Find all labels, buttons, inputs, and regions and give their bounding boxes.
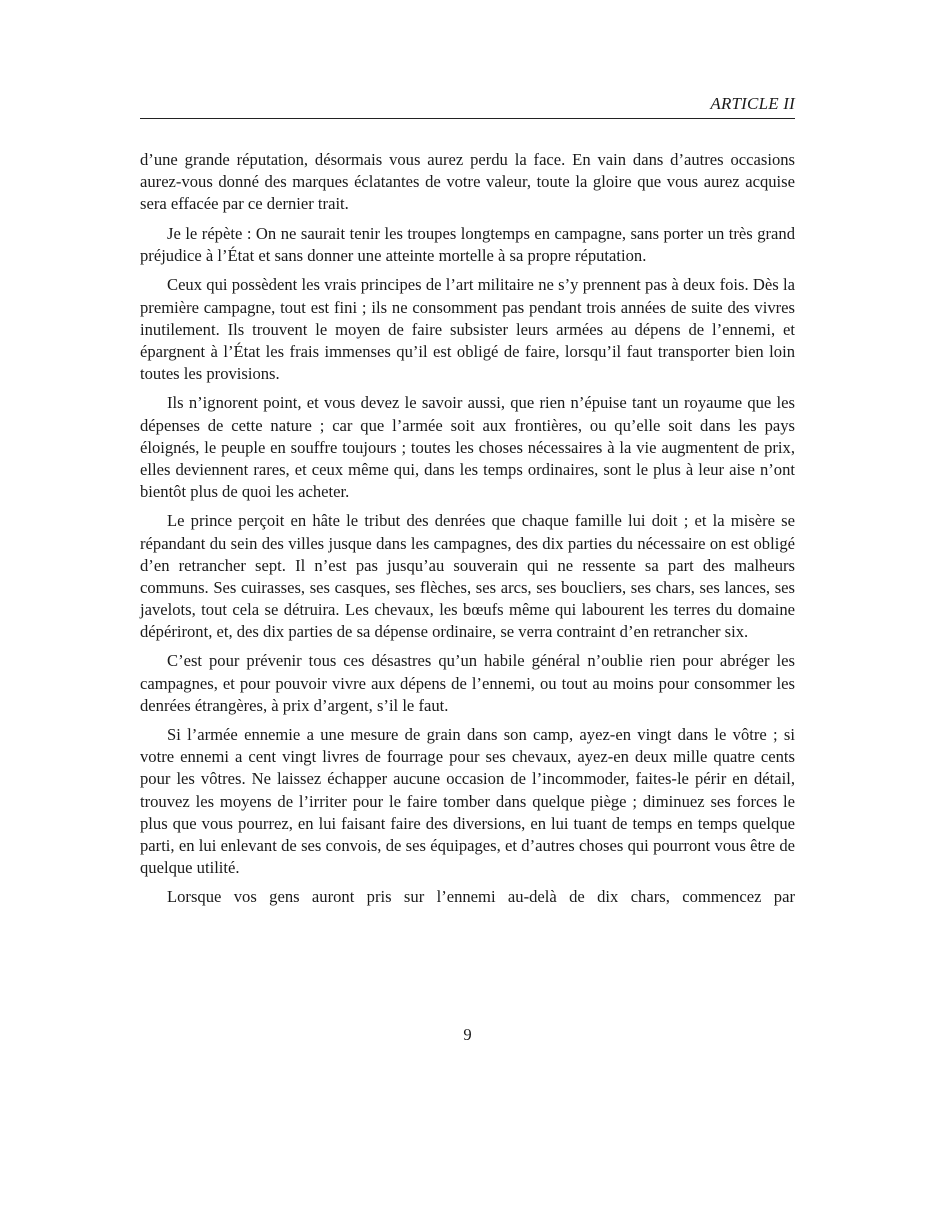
paragraph-last: Lorsque vos gens auront pris sur l’ennemi au-delà de dix chars, commencez par [167, 887, 795, 907]
paragraph-continued: d’une grande réputation, désormais vous aurez perdu la face. En vain dans d’autres occasions aurez-vous donné des marques éclatantes de votre valeur, toute la gloire que vous aurez acquise sera effacée par ce dernier trait. [140, 150, 795, 214]
book-page [140, 0, 795, 1210]
paragraph: C’est pour prévenir tous ces désastres qu’un habile général n’oublie rien pour abréger les campagnes, et pour pouvoir vivre aux dépens de l’ennemi, ou tout au moins pour consommer les denrées étrangères, à prix d’argent, s’il le faut. [140, 651, 795, 715]
page-number: 9 [463, 1025, 472, 1044]
header-rule [140, 118, 795, 119]
paragraph: Ceux qui possèdent les vrais principes de l’art militaire ne s’y prennent pas à deux fois. Dès la première campagne, tout est fini ; ils ne consomment pas pendant trois années de suite des vivres inutilement. Ils trouvent le moyen de faire subsister leurs armées au dépens de l’ennemi, et épargnent à l’État les frais immenses qu’il est obligé de faire, lorsqu’il faut transporter bien loin toutes les provisions. [140, 275, 795, 383]
paragraph: Le prince perçoit en hâte le tribut des denrées que chaque famille lui doit ; et la misère se répandant du sein des villes jusque dans les campagnes, des dix parties du nécessaire on est obligé d’en retrancher sept. Il n’est pas jusqu’au souverain qui ne ressente sa part des malheurs communs. Ses cuirasses, ses casques, ses flèches, ses arcs, ses boucliers, ses chars, ses lances, ses javelots, tout cela se détruira. Les chevaux, les bœufs même qui labourent les terres du domaine dépériront, et, des dix parties de sa dépense ordinaire, se verra contraint d’en retrancher six. [140, 511, 795, 641]
body-text [140, 149, 795, 916]
paragraph: Ils n’ignorent point, et vous devez le savoir aussi, que rien n’épuise tant un royaume que les dépenses de cette nature ; car que l’armée soit aux frontières, ou qu’elle soit dans les pays éloignés, le peuple en souffre toujours ; toutes les choses nécessaires à la vie augmentent de prix, elles deviennent rares, et ceux même qui, dans les temps ordinaires, sont le plus à leur aise n’ont bientôt plus de quoi les acheter. [140, 393, 795, 501]
paragraph: Si l’armée ennemie a une mesure de grain dans son camp, ayez-en vingt dans le vôtre ; si votre ennemi a cent vingt livres de fourrage pour ses chevaux, ayez-en deux mille quatre cents pour les vôtres. Ne laissez échapper aucune occasion de l’incommoder, faites-le périr en détail, trouvez les moyens de l’irriter pour le faire tomber dans quelque piège ; diminuez ses forces le plus que vous pourrez, en lui faisant faire des diversions, en lui tuant de temps en temps quelque parti, en lui enlevant de ses convois, de ses équipages, et d’autres choses qui pourront vous être de quelque utilité. [140, 725, 795, 877]
paragraph: Je le répète : On ne saurait tenir les troupes longtemps en campagne, sans porter un très grand préjudice à l’État et sans donner une atteinte mortelle à sa propre réputation. [140, 223, 795, 265]
running-header-title: ARTICLE II [710, 94, 795, 113]
